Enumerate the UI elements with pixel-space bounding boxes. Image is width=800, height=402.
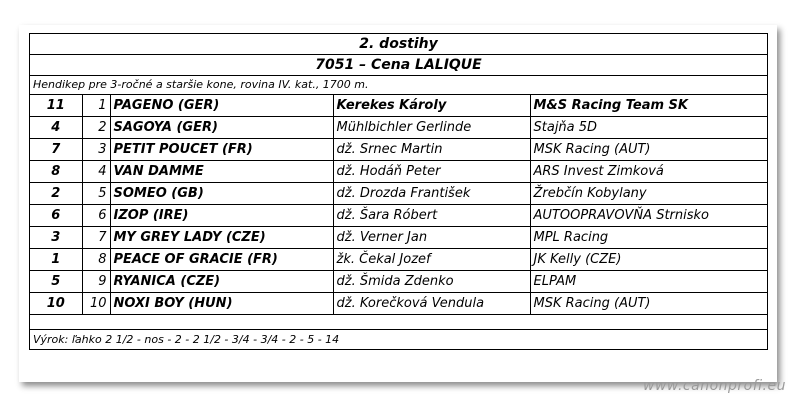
owner-name: MPL Racing <box>530 227 767 249</box>
finish-place: 11 <box>30 95 82 117</box>
saddle-number: 4 <box>82 161 110 183</box>
horse-name: SOMEO (GB) <box>110 183 333 205</box>
finish-place: 7 <box>30 139 82 161</box>
owner-name: AUTOOPRAVOVŇA Strnisko <box>530 205 767 227</box>
jockey-name: Kerekes Károly <box>333 95 530 117</box>
horse-name: NOXI BOY (HUN) <box>110 293 333 315</box>
table-row <box>30 117 767 139</box>
owner-name: MSK Racing (AUT) <box>530 293 767 315</box>
owner-name: Stajňa 5D <box>530 117 767 139</box>
horse-name: SAGOYA (GER) <box>110 117 333 139</box>
owner-name: ELPAM <box>530 271 767 293</box>
jockey-name: dž. Drozda František <box>333 183 530 205</box>
finish-place: 8 <box>30 161 82 183</box>
saddle-number: 6 <box>82 205 110 227</box>
finish-place: 1 <box>30 249 82 271</box>
horse-name: MY GREY LADY (CZE) <box>110 227 333 249</box>
jockey-name: žk. Čekal Jozef <box>333 249 530 271</box>
finish-place: 2 <box>30 183 82 205</box>
owner-name: MSK Racing (AUT) <box>530 139 767 161</box>
jockey-name: dž. Šara Róbert <box>333 205 530 227</box>
horse-name: PEACE OF GRACIE (FR) <box>110 249 333 271</box>
table-row <box>30 205 767 227</box>
jockey-name: dž. Hodáň Peter <box>333 161 530 183</box>
owner-name: ARS Invest Zimková <box>530 161 767 183</box>
saddle-number: 7 <box>82 227 110 249</box>
race-heading: 2. dostihy <box>30 34 767 55</box>
horse-name: PAGENO (GER) <box>110 95 333 117</box>
saddle-number: 2 <box>82 117 110 139</box>
saddle-number: 3 <box>82 139 110 161</box>
finish-place: 10 <box>30 293 82 315</box>
jockey-name: dž. Srnec Martin <box>333 139 530 161</box>
finish-place: 6 <box>30 205 82 227</box>
jockey-name: Mühlbichler Gerlinde <box>333 117 530 139</box>
table-row <box>30 227 767 249</box>
race-card <box>29 33 768 350</box>
horse-name: IZOP (IRE) <box>110 205 333 227</box>
table-row <box>30 249 767 271</box>
watermark: www.canonprofi.eu <box>643 378 786 394</box>
jockey-name: dž. Šmida Zdenko <box>333 271 530 293</box>
owner-name: M&S Racing Team SK <box>530 95 767 117</box>
horse-name: PETIT POUCET (FR) <box>110 139 333 161</box>
saddle-number: 5 <box>82 183 110 205</box>
owner-name: Žrebčín Kobylany <box>530 183 767 205</box>
runners-table <box>30 95 767 315</box>
jockey-name: dž. Korečková Vendula <box>333 293 530 315</box>
table-row <box>30 271 767 293</box>
table-row <box>30 293 767 315</box>
table-row <box>30 183 767 205</box>
race-name: 7051 – Cena LALIQUE <box>30 55 767 76</box>
race-conditions: Hendikep pre 3-ročné a staršie kone, rovina IV. kat., 1700 m. <box>33 78 369 91</box>
table-row <box>30 139 767 161</box>
saddle-number: 10 <box>82 293 110 315</box>
saddle-number: 8 <box>82 249 110 271</box>
finish-place: 3 <box>30 227 82 249</box>
jockey-name: dž. Verner Jan <box>333 227 530 249</box>
horse-name: RYANICA (CZE) <box>110 271 333 293</box>
owner-name: JK Kelly (CZE) <box>530 249 767 271</box>
saddle-number: 9 <box>82 271 110 293</box>
saddle-number: 1 <box>82 95 110 117</box>
result-margins: Výrok: ľahko 2 1/2 - nos - 2 - 2 1/2 - 3/4 - 3/4 - 2 - 5 - 14 <box>33 333 340 346</box>
finish-place: 4 <box>30 117 82 139</box>
horse-name: VAN DAMME <box>110 161 333 183</box>
table-row <box>30 161 767 183</box>
table-row <box>30 95 767 117</box>
finish-place: 5 <box>30 271 82 293</box>
